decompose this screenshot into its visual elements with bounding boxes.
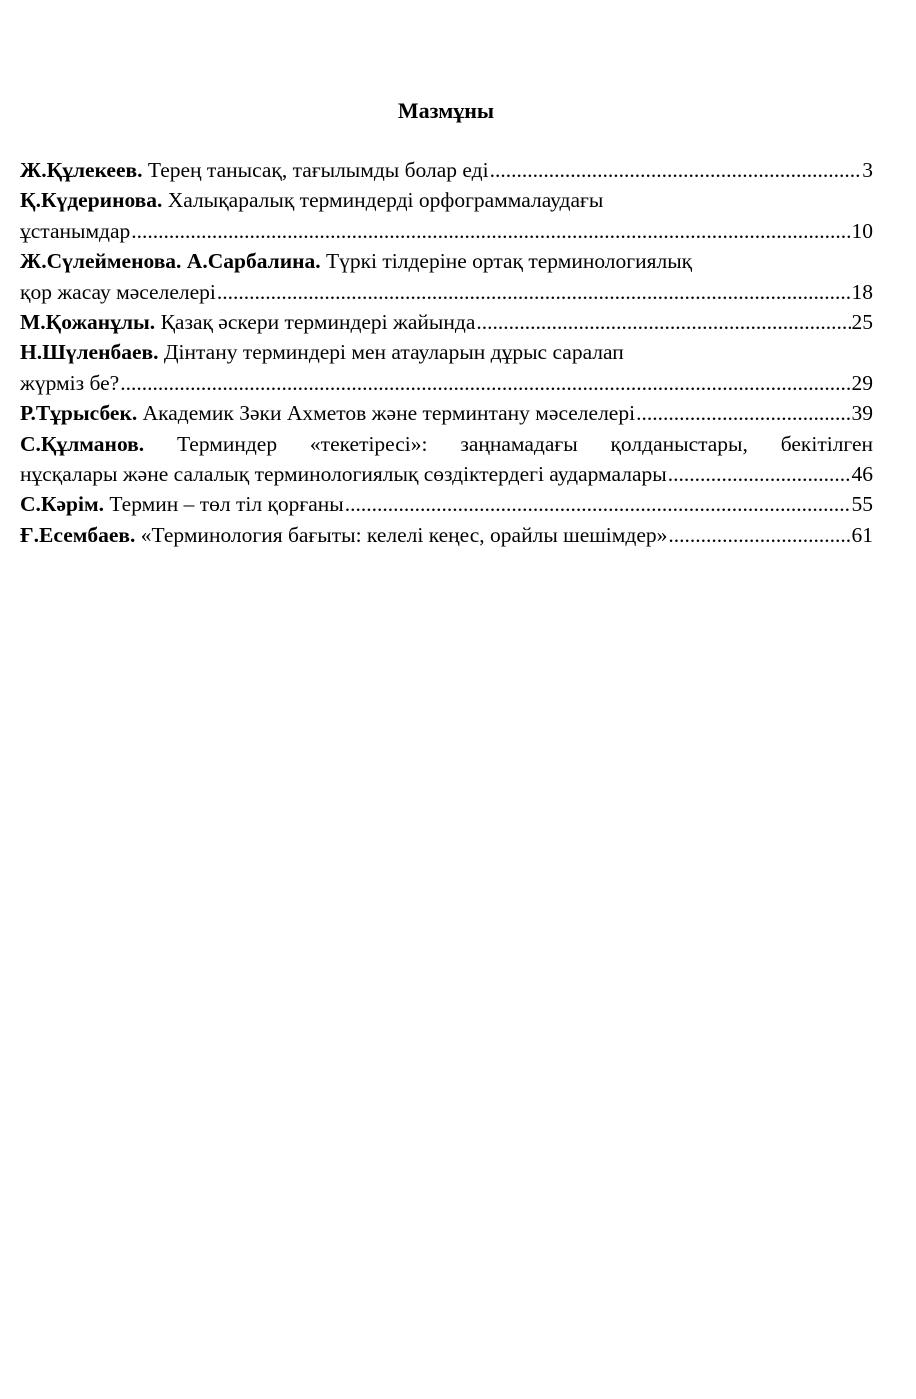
page-title: Мазмұны <box>397 98 495 123</box>
entry-title: Халықаралық терминдерді орфограммалаудағы <box>167 188 604 213</box>
toc-entry[interactable] <box>20 307 873 337</box>
entry-author: С.Кәрім. <box>20 492 104 517</box>
entry-page-number: 3 <box>862 158 873 182</box>
entry-author: Ж.Құлекеев. <box>20 158 143 182</box>
entry-page-number: 46 <box>851 461 873 486</box>
entry-title-continuation: жүрміз бе? <box>20 370 120 395</box>
toc-entry[interactable] <box>20 429 873 490</box>
entry-title-continuation: қор жасау мәселелері <box>20 279 216 304</box>
dot-leader <box>217 277 851 307</box>
entry-author: Н.Шүленбаев. <box>20 340 159 365</box>
dot-leader <box>668 520 850 550</box>
entry-title: Дінтану терминдері мен атауларын дұрыс саралап <box>163 340 624 365</box>
toc-entry[interactable] <box>20 155 873 185</box>
entry-author: Р.Тұрысбек. <box>20 401 138 426</box>
toc-entry[interactable] <box>20 489 873 519</box>
entry-page-number: 18 <box>851 279 873 304</box>
toc-entry[interactable] <box>20 398 873 428</box>
entry-page-number: 39 <box>851 401 873 426</box>
dot-leader <box>120 368 850 398</box>
entry-title: Академик Зәки Ахметов және терминтану мәселелері <box>142 401 636 426</box>
entry-author: С.Құлманов. <box>20 431 145 456</box>
dot-leader <box>345 489 851 519</box>
dot-leader <box>668 459 851 489</box>
toc-entry[interactable] <box>20 185 873 246</box>
entry-title-continuation: ұстанымдар <box>20 218 131 243</box>
entry-author: Ж.Сүлейменова. А.Сарбалина. <box>20 249 321 274</box>
entry-page-number: 61 <box>851 522 873 547</box>
entry-title: Терең танысақ, тағылымды болар еді <box>147 158 489 182</box>
entry-author: Қ.Күдеринова. <box>20 188 163 213</box>
dot-leader <box>131 216 850 246</box>
entry-page-number: 25 <box>851 309 873 334</box>
dot-leader <box>636 398 850 428</box>
entry-title: «Терминология бағыты: келелі кеңес, орайлы шешімдер» <box>140 522 668 547</box>
entry-page-number: 29 <box>851 370 873 395</box>
entry-title: Термин – төл тіл қорғаны <box>109 492 344 517</box>
toc-entry[interactable] <box>20 520 873 550</box>
dot-leader <box>476 307 850 337</box>
entry-page-number: 55 <box>851 492 873 517</box>
entry-page-number: 10 <box>851 218 873 243</box>
toc-entry[interactable] <box>20 246 873 307</box>
entry-title: Терминдер «текетіресі»: заңнамадағы қолданыстары, бекітілген <box>176 431 874 456</box>
toc-entry[interactable] <box>20 337 873 398</box>
dot-leader <box>490 155 862 185</box>
entry-title: Түркі тілдеріне ортақ терминологиялық <box>325 249 693 274</box>
entry-author: Ғ.Есембаев. <box>20 522 136 547</box>
entry-title: Қазақ әскери терминдері жайында <box>160 309 476 334</box>
table-of-contents <box>20 155 873 550</box>
entry-title-continuation: нұсқалары және салалық терминологиялық сөздіктердегі аудармалары <box>20 461 667 486</box>
entry-author: М.Қожанұлы. <box>20 309 156 334</box>
